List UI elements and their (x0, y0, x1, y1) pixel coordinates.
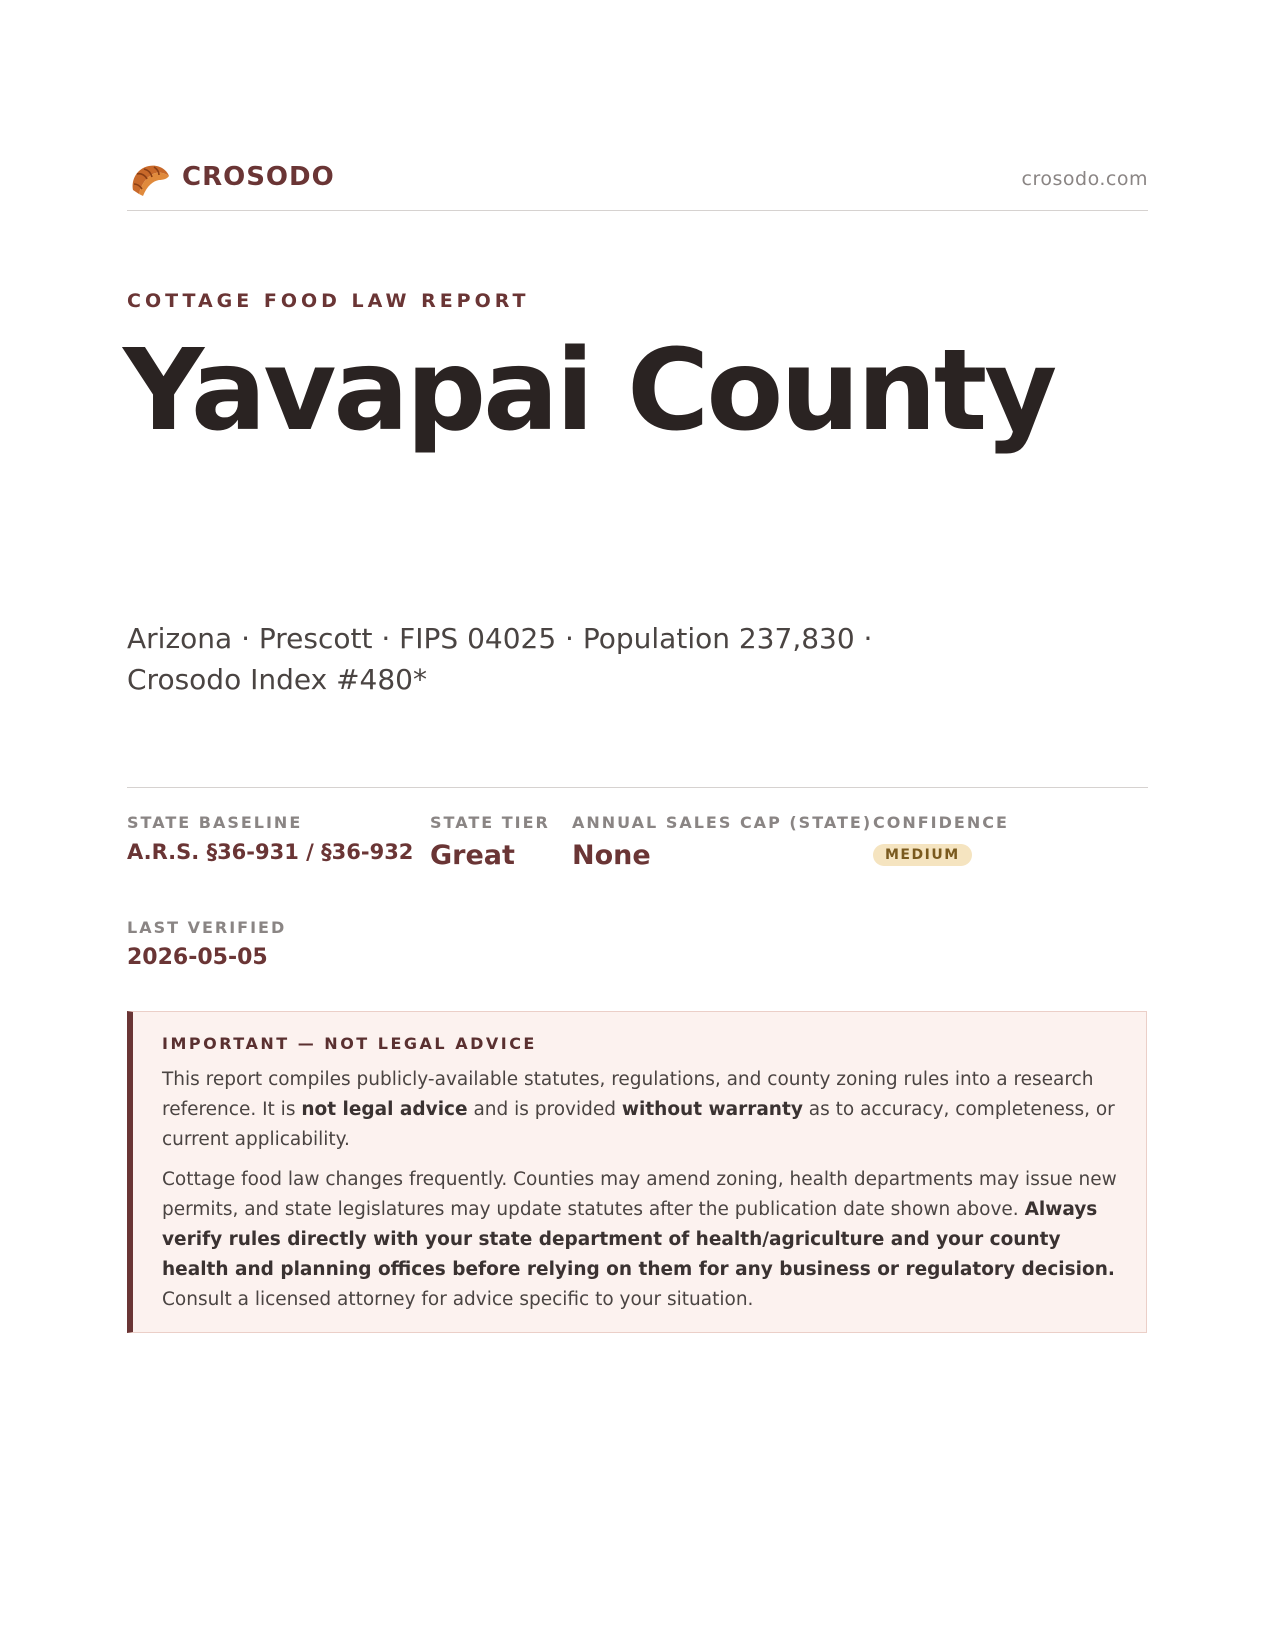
notice-text: This report compiles publicly-available statutes, regulations, and county zoning rules into a research reference. It is (162, 1069, 1094, 1120)
meta-label: LAST VERIFIED (127, 918, 287, 937)
notice-emphasis: without warranty (621, 1099, 803, 1120)
site-url[interactable]: crosodo.com (1021, 168, 1148, 190)
notice-text: and is provided (467, 1099, 622, 1120)
meta-confidence (873, 813, 1009, 866)
meta-value: None (572, 840, 651, 871)
meta-label: STATE TIER (430, 813, 550, 832)
section-divider (127, 787, 1148, 788)
notice-text: Consult a licensed attorney for advice specific to your situation. (162, 1289, 754, 1310)
meta-label: ANNUAL SALES CAP (STATE) (572, 813, 873, 832)
report-subtitle: Arizona · Prescott · FIPS 04025 · Population 237,830 · Crosodo Index #480* (127, 622, 873, 696)
notice-paragraph (162, 1065, 1120, 1155)
page-title: Yavapai County (123, 326, 1055, 456)
meta-sales-cap (572, 813, 872, 871)
legal-notice (127, 1011, 1147, 1333)
croissant-icon (129, 160, 171, 198)
page-header (127, 160, 1148, 211)
meta-last-verified (127, 918, 286, 970)
brand-name: CROSODO (182, 162, 335, 192)
meta-state-baseline (127, 813, 413, 864)
notice-text: as to accuracy, completeness, or current applicability. (162, 1099, 1115, 1150)
report-eyebrow: COTTAGE FOOD LAW REPORT (127, 290, 530, 312)
notice-title: IMPORTANT — NOT LEGAL ADVICE (162, 1034, 537, 1053)
meta-value: 2026-05-05 (127, 945, 268, 970)
meta-state-tier (430, 813, 550, 871)
notice-text: Cottage food law changes frequently. Counties may amend zoning, health departments may issue new permits, and state legislatures may update statutes after the publication date shown above. (162, 1169, 1117, 1220)
meta-value: Great (430, 840, 515, 871)
meta-value: A.R.S. §36-931 / §36-932 (127, 840, 414, 864)
meta-label: STATE BASELINE (127, 813, 303, 832)
meta-label: CONFIDENCE (873, 813, 1009, 832)
notice-emphasis: Always verify rules directly with your state department of health/agriculture and your county health and planning offices before relying on them for any business or regulatory decision. (162, 1199, 1115, 1280)
notice-emphasis: not legal advice (301, 1099, 468, 1120)
notice-paragraph (162, 1165, 1120, 1315)
confidence-badge: MEDIUM (873, 844, 972, 866)
